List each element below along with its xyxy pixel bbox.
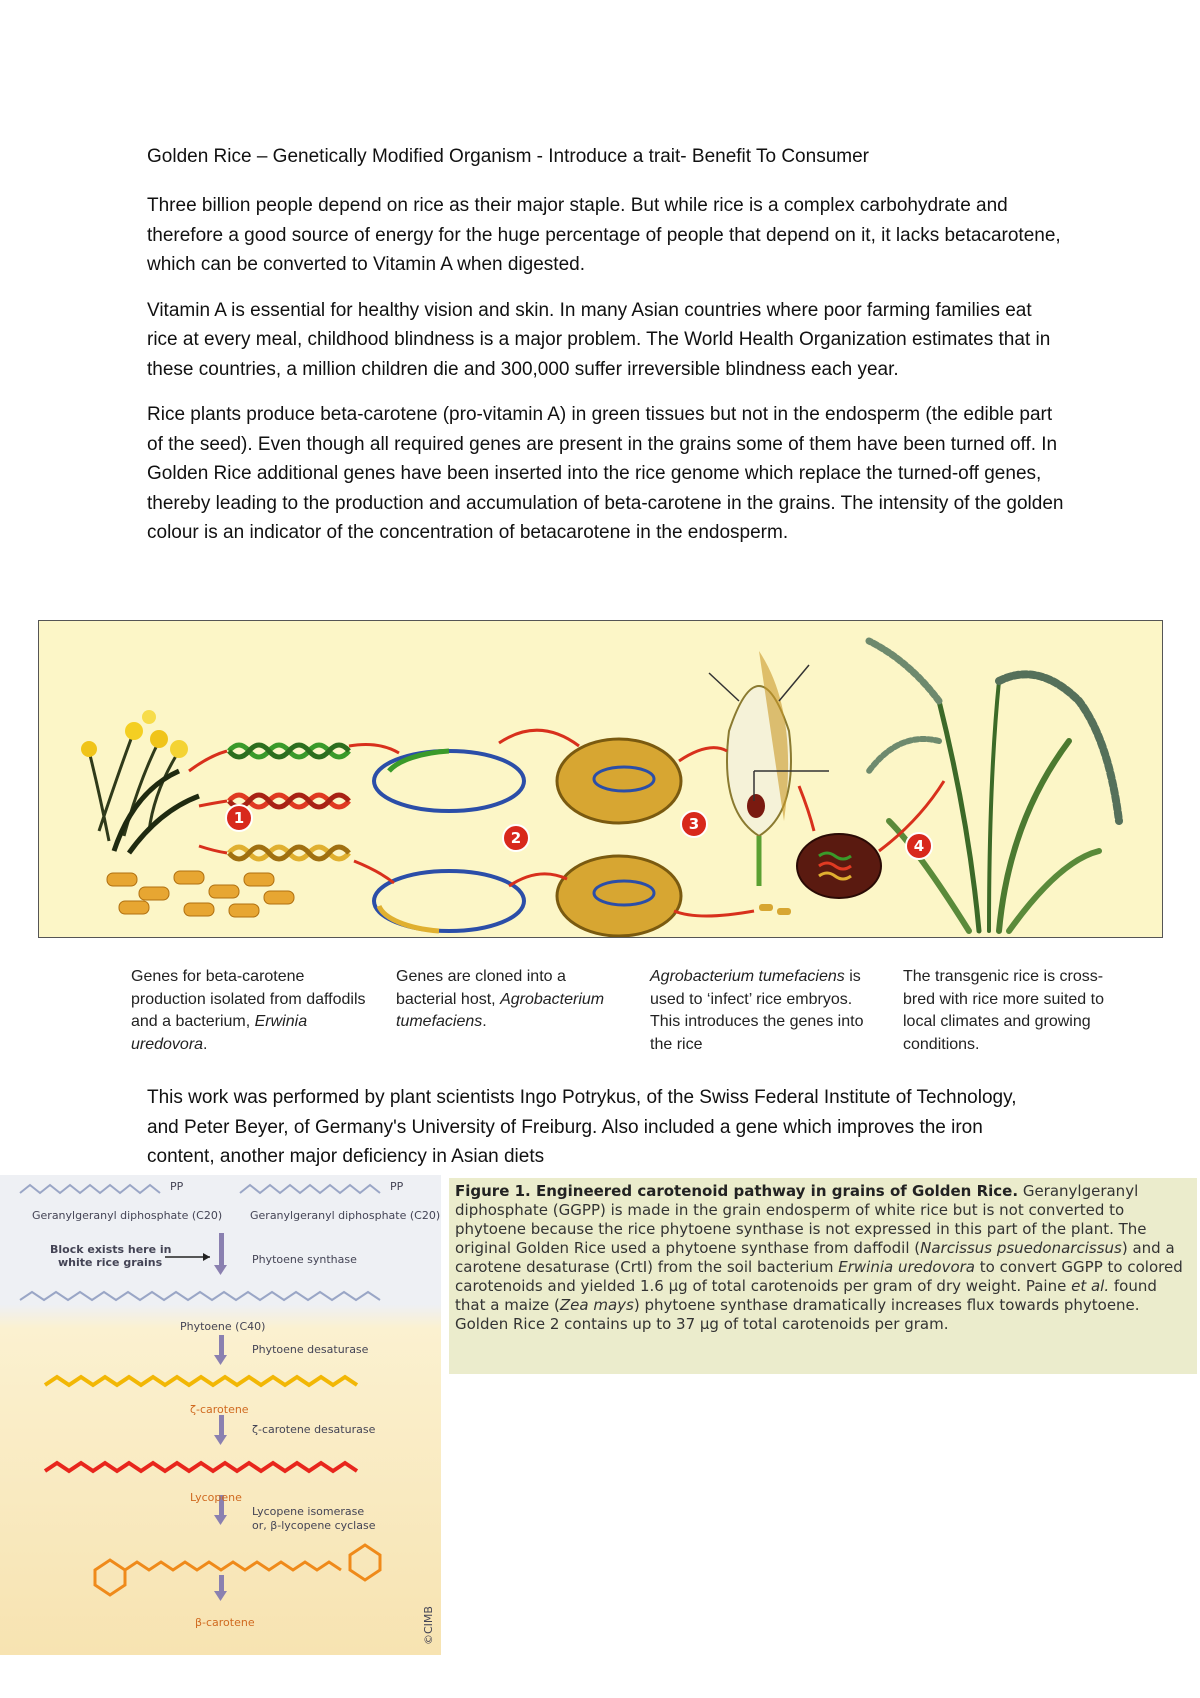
- rice-plant-illustration: [869, 641, 1119, 931]
- product-lycopene: Lycopene: [190, 1491, 242, 1504]
- caption-step-4: [903, 966, 1133, 1056]
- caption-step-2: [396, 966, 616, 1034]
- figure-heading: Figure 1. Engineered carotenoid pathway in grains of Golden Rice.: [455, 1182, 1019, 1200]
- caption-step-3: [650, 966, 880, 1056]
- pathway-illustration: [0, 1175, 441, 1655]
- caption-2-end: .: [482, 1013, 487, 1030]
- step-3-badge: 3: [688, 815, 700, 833]
- page-title: Golden Rice – Genetically Modified Organism - Introduce a trait- Benefit To Consumer: [147, 146, 869, 167]
- caption-step-1: [131, 966, 371, 1056]
- enzyme-lycopene-cyclase: or, β-lycopene cyclase: [252, 1519, 376, 1532]
- product-phytoene: Phytoene (C40): [180, 1320, 266, 1333]
- paragraph-2: Vitamin A is essential for healthy vision and skin. In many Asian countries where poor farming families eat rice at every meal, childhood blindness is a major problem. The World Health Organization estimates that in these countries, a million children die and 300,000 suffer irreversible blindness each year.: [147, 299, 1051, 380]
- step-2-badge: 2: [510, 829, 522, 847]
- product-zeta-carotene: ζ-carotene: [190, 1403, 249, 1416]
- plasmid-rings: [374, 751, 524, 931]
- caption-3-italic: Agrobacterium tumefaciens: [650, 968, 845, 985]
- zeta-carotene-chain: [45, 1377, 357, 1385]
- figure-caption-box: [449, 1178, 1197, 1374]
- phytoene-chain: [20, 1292, 380, 1300]
- beta-carotene-chain: [125, 1562, 341, 1570]
- figure-italic-4: Zea mays: [559, 1296, 634, 1314]
- ggpp-left-chain: [20, 1185, 160, 1193]
- credits-paragraph: This work was performed by plant scientists Ingo Potrykus, of the Swiss Federal Institute of Technology, and Peter Beyer, of Germany's University of Freiburg. Also included a gene which improves the iron content, another major deficiency in Asian diets: [147, 1087, 1017, 1167]
- daffodil-illustration: [81, 710, 199, 853]
- caption-4-text: The transgenic rice is cross-bred with rice more suited to local climates and growing conditions.: [903, 968, 1104, 1053]
- enzyme-phytoene-desaturase: Phytoene desaturase: [252, 1343, 369, 1356]
- caption-1-text: Genes for beta-carotene production isolated from daffodils and a bacterium,: [131, 968, 366, 1030]
- step-4-badge: 4: [913, 837, 925, 855]
- dna-helices: [229, 745, 349, 859]
- caption-1-end: .: [203, 1035, 208, 1053]
- caption-2-text: Genes are cloned into a bacterial host,: [396, 968, 566, 1008]
- paragraph-1: Three billion people depend on rice as their major staple. But while rice is a complex carbohydrate and therefore a good source of energy for the huge percentage of people that depend on it, it lacks betacarotene, which can be converted to Vitamin A when digested.: [147, 195, 1061, 275]
- enzyme-zeta-carotene-desaturase: ζ-carotene desaturase: [252, 1423, 376, 1436]
- process-illustration: [39, 621, 1163, 938]
- figure-italic-1: Narcissus psuedonarcissus: [920, 1239, 1122, 1257]
- pathway-arrows: [214, 1233, 227, 1601]
- block-note-line-1: Block exists here in: [50, 1243, 172, 1256]
- ggpp-right-chain: [240, 1185, 380, 1193]
- product-beta-carotene: β-carotene: [195, 1616, 255, 1629]
- figure-text-5: ) phytoene synthase dramatically increases flux towards phytoene. Golden Rice 2 contains up to 37 μg of total carotenoids per gram.: [455, 1296, 1140, 1333]
- golden-rice-process-diagram: [38, 620, 1163, 938]
- figure-text-3: to convert GGPP to colored carotenoids and yielded 1.6 μg of total carotenoids per gram of dry weight. Paine: [455, 1258, 1183, 1295]
- figure-italic-2: Erwinia uredovora: [838, 1258, 975, 1276]
- enzyme-phytoene-synthase: Phytoene synthase: [252, 1253, 357, 1266]
- figure-text-2: ) and a carotene desaturase (CrtI) from the soil bacterium: [455, 1239, 1175, 1276]
- step-1-badge: 1: [233, 809, 245, 827]
- caption-1-italic: Erwinia uredovora: [131, 1013, 308, 1053]
- transformed-embryo: [759, 834, 881, 915]
- beta-ring-right: [350, 1545, 380, 1580]
- pp-right-label: PP: [390, 1180, 404, 1193]
- caption-2-italic: Agrobacterium tumefaciens: [396, 990, 605, 1030]
- copyright-mark: ©CIMB: [422, 1606, 435, 1645]
- ggpp-left-label: Geranylgeranyl diphosphate (C20): [32, 1209, 223, 1222]
- caption-3-text: is used to ‘infect’ rice embryos. This introduces the genes into the rice: [650, 968, 864, 1053]
- ggpp-right-label: Geranylgeranyl diphosphate (C20): [250, 1209, 441, 1222]
- figure-text-4: found that a maize (: [455, 1277, 1157, 1314]
- figure-italic-3: et al.: [1071, 1277, 1110, 1295]
- bacteria-illustration: [107, 871, 294, 917]
- figure-text-1: Geranylgeranyl diphosphate (GGPP) is made in the grain endosperm of white rice but is not converted to phytoene because the rice phytoene synthase is not expressed in this part of the plant. The original Golden Rice used a phytoene synthase from daffodil (: [455, 1182, 1147, 1257]
- block-arrow-head: [203, 1253, 210, 1261]
- enzyme-lycopene-isomerase: Lycopene isomerase: [252, 1505, 365, 1518]
- beta-ring-left: [95, 1560, 125, 1595]
- agrobacterium-cells: [557, 739, 681, 936]
- carotenoid-pathway-diagram: [0, 1175, 441, 1655]
- lycopene-chain: [45, 1463, 357, 1471]
- pp-left-label: PP: [170, 1180, 184, 1193]
- intro-text: [147, 191, 1067, 564]
- paragraph-3: Rice plants produce beta-carotene (pro-vitamin A) in green tissues but not in the endosperm (the edible part of the seed). Even though all required genes are present in the grains some of them have been turned off. In Golden Rice additional genes have been inserted into the rice genome which replace the turned-off genes, thereby leading to the production and accumulation of beta-carotene in the grains. The intensity of the golden colour is an indicator of the concentration of betacarotene in the endosperm.: [147, 404, 1064, 543]
- block-note-line-2: white rice grains: [58, 1256, 163, 1269]
